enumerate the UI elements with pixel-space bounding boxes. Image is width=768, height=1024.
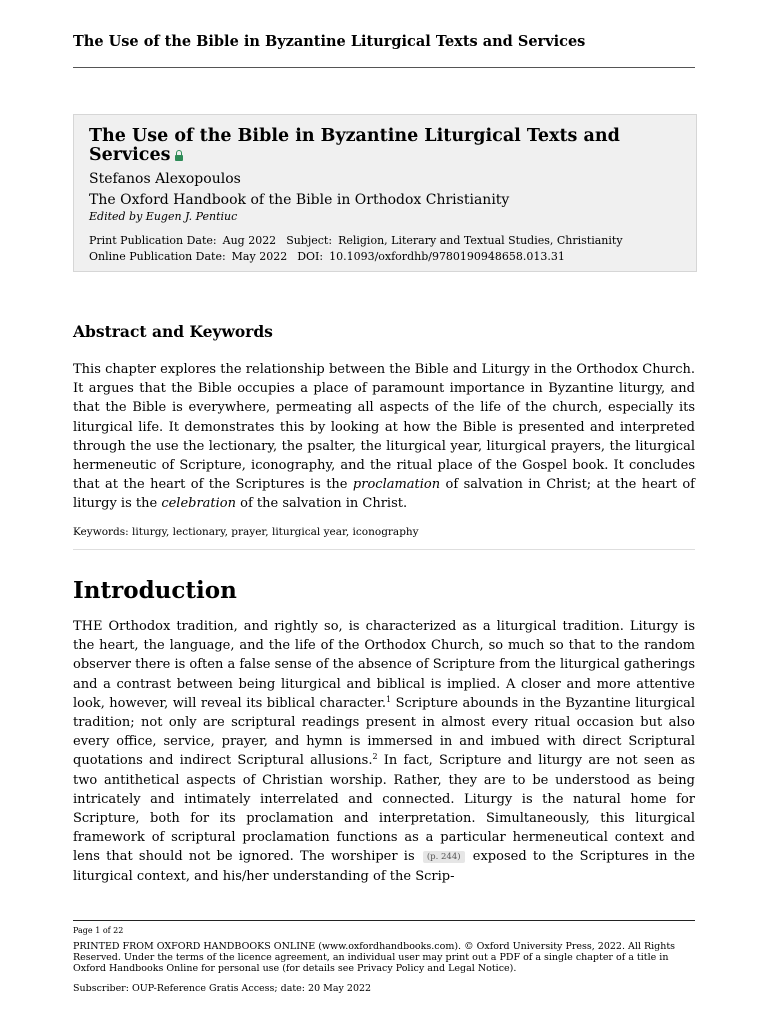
abstract-text-part: of salvation in Christ; at the heart of liturgy is the bbox=[73, 477, 695, 512]
abstract-heading: Abstract and Keywords bbox=[73, 322, 273, 341]
footnote-ref-2[interactable]: 2 bbox=[372, 752, 378, 762]
footer-divider bbox=[73, 920, 695, 921]
intro-text-part: Scripture abounds in the Byzantine liturgical tradition; not only are scriptural readings present in almost every ritual occasion but also every office, service, prayer, and hymn is immersed in and imbued with direct Scriptural quotations and indirect Scriptural allusions. bbox=[73, 695, 696, 769]
page-marker: (p. 244) bbox=[423, 851, 465, 863]
keywords-divider bbox=[73, 549, 695, 550]
print-date-label: Print Publication Date: bbox=[89, 234, 217, 247]
abstract-text-part: This chapter explores the relationship between the Bible and Liturgy in the Orthodox Church. It argues that the Bible occupies a place of paramount importance in Byzantine liturgy, and that the Bible is everywhere, permeating all aspects of the life of the church, especially its liturgical life. It demonstrates this by looking at how the Bible is presented and interpreted through the use the lectionary, the psalter, the liturgical year, liturgical prayers, the liturgical hermeneutic of Scripture, iconography, and the ritual place of the Gospel book. It concludes that at the heart of the Scriptures is the bbox=[73, 362, 695, 493]
chapter-title bbox=[89, 127, 681, 165]
doi-value: 10.1093/oxfordhb/9780190948658.013.31 bbox=[329, 250, 565, 263]
subject-label: Subject: bbox=[286, 234, 333, 247]
introduction-heading: Introduction bbox=[73, 577, 237, 604]
subscriber-line: Subscriber: OUP-Reference Gratis Access; date: 20 May 2022 bbox=[73, 983, 372, 994]
intro-text-part: In fact, Scripture and liturgy are not seen as two antithetical aspects of Christian worship. Rather, they are to be understood as being intricately and intimately interrelated and connected. Liturgy is the natural home for Scripture, both for its proclamation and interpretation. Simultaneously, this liturgical framework of scriptural proclamation functions as a particular hermeneutical context and lens that should not be ignored. The worshiper is bbox=[73, 753, 695, 865]
online-date: May 2022 bbox=[231, 250, 288, 263]
print-date: Aug 2022 bbox=[222, 234, 277, 247]
running-head: The Use of the Bible in Byzantine Liturgical Texts and Services bbox=[73, 33, 586, 50]
introduction-paragraph bbox=[73, 617, 695, 886]
chapter-metadata-box bbox=[73, 114, 697, 272]
abstract-text-part: of the salvation in Christ. bbox=[236, 496, 408, 512]
header-divider bbox=[73, 67, 695, 68]
intro-text-part: exposed to the Scriptures in the liturgical context, and his/her understanding of the Scrip- bbox=[73, 849, 695, 884]
online-info-line bbox=[89, 249, 681, 265]
abstract-emphasis: celebration bbox=[161, 496, 237, 512]
keywords-line: Keywords: liturgy, lectionary, prayer, liturgical year, iconography bbox=[73, 526, 419, 538]
chapter-title-text: The Use of the Bible in Byzantine Liturgical Texts and Services bbox=[89, 126, 620, 165]
doi-label: DOI: bbox=[297, 250, 324, 263]
subject-value: Religion, Literary and Textual Studies, Christianity bbox=[338, 234, 623, 247]
editor-line: Edited by Eugen J. Pentiuc bbox=[89, 210, 238, 223]
book-title: The Oxford Handbook of the Bible in Orthodox Christianity bbox=[89, 192, 510, 208]
print-info-line bbox=[89, 233, 681, 249]
intro-text-part: THE Orthodox tradition, and rightly so, is characterized as a liturgical tradition. Liturgy is the heart, the language, and the life of the Orthodox Church, so much so that to the random observer there is often a false sense of the absence of Scripture from the liturgical gatherings and a contrast between being liturgical and biblical is implied. A closer and more attentive look, however, will reveal its biblical character. bbox=[73, 619, 695, 711]
author-name: Stefanos Alexopoulos bbox=[89, 171, 241, 187]
abstract-paragraph bbox=[73, 360, 695, 514]
page-count: Page 1 of 22 bbox=[73, 926, 124, 935]
lock-icon bbox=[175, 150, 183, 161]
print-notice: PRINTED FROM OXFORD HANDBOOKS ONLINE (www.oxfordhandbooks.com). © Oxford University Press, 2022. All Rights Reserved. Under the terms of the licence agreement, an individual user may print out a PDF of a single chapter of a title in Oxford Handbooks Online for personal use (for details see Privacy Policy and Legal Notice). bbox=[73, 941, 676, 974]
footnote-ref-1[interactable]: 1 bbox=[386, 694, 392, 704]
abstract-emphasis: proclamation bbox=[352, 477, 441, 493]
online-date-label: Online Publication Date: bbox=[89, 250, 226, 263]
